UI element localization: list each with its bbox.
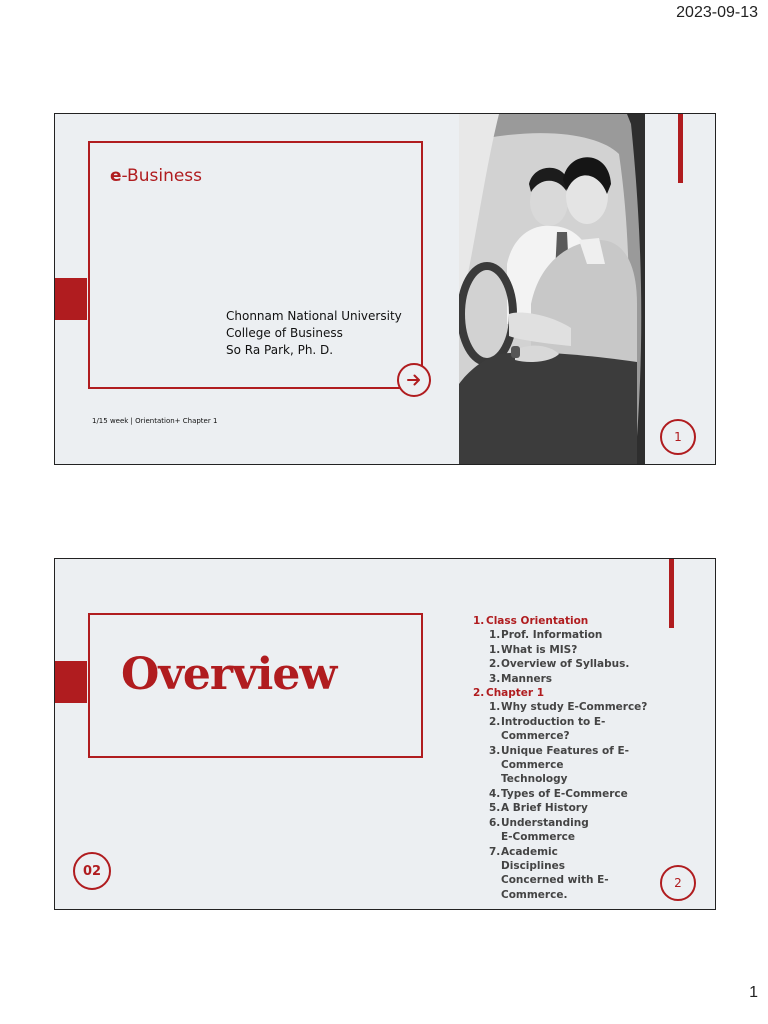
toc-item-text: Introduction to E-Commerce? [501,715,606,743]
accent-tab [55,661,87,703]
toc-item [473,700,673,714]
toc-item-text: Academic Disciplines Concerned with E-Commerce. [501,845,609,901]
course-title-rest: -Business [121,166,203,186]
toc-item-number: 2. [489,715,501,728]
toc-item-number: 2. [489,658,501,671]
toc-section-number: 1. [473,615,485,627]
toc-item [473,787,673,801]
toc-item [473,816,673,845]
toc-item [473,715,673,744]
accent-bar [678,114,683,183]
section-badge: 02 [73,852,111,890]
toc-item [473,845,673,903]
toc-item-number: 1. [489,701,501,714]
toc-item [473,672,673,686]
toc-item [473,657,673,671]
slide-number-badge: 2 [660,865,696,901]
two-men-in-car-photo [459,114,645,464]
toc-item-text: Why study E-Commerce? [501,701,648,714]
accent-tab [55,278,87,320]
toc-section-title: Class Orientation [486,615,589,627]
toc-item-text: Types of E-Commerce [501,787,628,800]
slide-number-badge: 1 [660,419,696,455]
arrow-right-icon [397,363,431,397]
toc-section-number: 2. [473,687,485,700]
slide-2 [54,558,716,910]
overview-heading: Overview [121,649,337,700]
toc-item-text: Unique Features of E-Commerce Technology [501,744,629,786]
toc-item-text: A Brief History [501,802,588,815]
toc-item-number: 6. [489,816,501,829]
slide-footer: 1/15 week | Orientation+ Chapter 1 [92,417,218,425]
toc-item [473,628,673,642]
course-title-prefix: e [110,166,122,186]
toc-item [473,801,673,815]
toc-item-text: Understanding E-Commerce [501,816,589,844]
table-of-contents [473,614,673,902]
instructor-name: So Ra Park, Ph. D. [226,343,334,357]
toc-item-text: What is MIS? [501,643,578,656]
toc-item-number: 5. [489,802,501,815]
toc-item-text: Manners [501,672,553,685]
toc-item-number: 1. [489,643,501,656]
course-title [110,166,202,186]
course-info [226,308,402,359]
toc-item [473,643,673,657]
page-date: 2023-09-13 [676,4,758,21]
slide-1 [54,113,716,465]
college-name: College of Business [226,326,343,340]
toc-item [473,744,673,787]
university-name: Chonnam National University [226,309,402,323]
toc-section [473,686,673,700]
page-number: 1 [749,984,758,1001]
toc-item-number: 7. [489,845,501,858]
toc-item-text: Prof. Information [501,629,603,642]
toc-item-number: 3. [489,744,501,757]
toc-item-number: 3. [489,672,501,685]
toc-item-text: Overview of Syllabus. [501,658,630,671]
toc-item-number: 4. [489,787,501,800]
toc-item-number: 1. [489,629,501,642]
toc-section [473,614,673,628]
toc-section-title: Chapter 1 [486,687,545,700]
